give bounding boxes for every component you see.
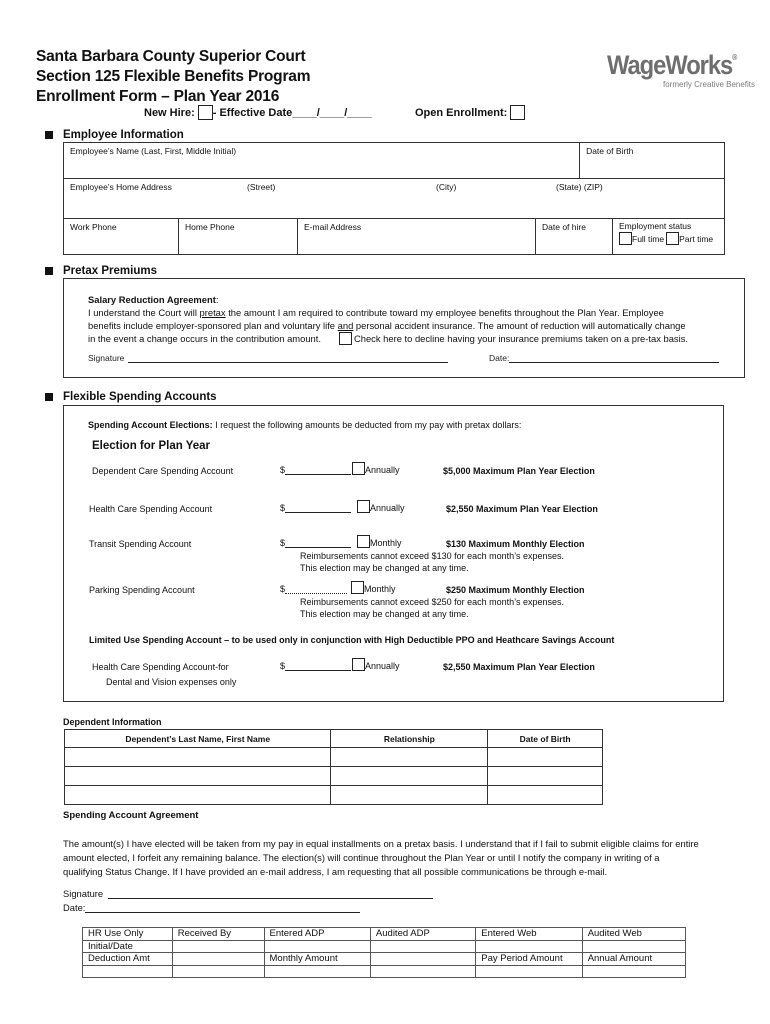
- pay-period-amount-label: Pay Period Amount: [476, 953, 582, 966]
- agreement-date-line[interactable]: [85, 903, 360, 913]
- monthly-blank-cell[interactable]: [370, 953, 475, 966]
- hr-blank-cell[interactable]: [370, 965, 475, 978]
- health-care-amount-input[interactable]: [285, 503, 351, 513]
- limited-use-max: $2,550 Maximum Plan Year Election: [443, 662, 595, 672]
- spending-elections-text: Spending Account Elections: I request the following amounts be deducted from my pay with pretax dollars:: [88, 420, 522, 430]
- dependent-care-annually-checkbox[interactable]: [352, 462, 365, 475]
- parking-amount-input[interactable]: [285, 584, 347, 594]
- hr-use-only-table: [82, 927, 686, 978]
- parking-monthly-checkbox[interactable]: [351, 581, 364, 594]
- parking-note-2: This election may be changed at any time.: [300, 609, 469, 619]
- open-enrollment-checkbox[interactable]: [510, 105, 525, 120]
- received-by-initial-cell[interactable]: [172, 940, 264, 953]
- agreement-line-2: benefits include employer-sponsored plan and voluntary life and personal accident insurance. The amount of reduction will automatically change: [88, 320, 686, 331]
- home-address-field[interactable]: Employee’s Home Address (Street) (City) (State) (ZIP): [64, 179, 725, 219]
- transit-note-1: Reimbursements cannot exceed $130 for each month’s expenses.: [300, 551, 564, 561]
- audited-web-initial-cell[interactable]: [582, 940, 685, 953]
- relationship-cell[interactable]: [331, 748, 488, 767]
- new-hire-label: New Hire:: [144, 106, 195, 119]
- bullet-square-icon: [45, 393, 53, 401]
- annual-amount-value-cell[interactable]: [582, 965, 685, 978]
- parking-amount-row: $ Monthly: [280, 581, 396, 594]
- dependent-table: [64, 729, 603, 805]
- health-care-amount-row: $ Annually: [280, 500, 405, 513]
- dependent-care-amount-row: $ Annually: [280, 462, 400, 475]
- dependent-name-cell[interactable]: [65, 786, 331, 805]
- dependent-name-header: Dependent’s Last Name, First Name: [65, 730, 331, 748]
- transit-amount-input[interactable]: [285, 538, 351, 548]
- full-time-checkbox[interactable]: [619, 232, 632, 245]
- limited-use-label-1: Health Care Spending Account-for: [92, 662, 229, 672]
- monthly-amount-label: Monthly Amount: [264, 953, 370, 966]
- form-title-court: Santa Barbara County Superior Court: [36, 48, 306, 65]
- pretax-signature-row: Signature: [88, 353, 448, 363]
- deduction-amt-label: Deduction Amt: [83, 953, 173, 966]
- date-of-birth-field[interactable]: Date of Birth: [580, 143, 725, 179]
- parking-label: Parking Spending Account: [89, 585, 195, 595]
- limited-use-amount-input[interactable]: [285, 661, 351, 671]
- agreement-line-3: in the event a change occurs in the contribution amount. Check here to decline having your insurance premiums taken on a pre-tax basis.: [88, 333, 688, 344]
- decline-pretax-checkbox[interactable]: [339, 332, 352, 345]
- effective-date-label[interactable]: - Effective Date____/____/____: [212, 106, 372, 119]
- salary-reduction-box: [63, 278, 745, 378]
- employee-name-field[interactable]: Employee’s Name (Last, First, Middle Initial): [64, 143, 580, 179]
- agreement-text-line-2: amount elected, I forfeit any remaining balance. The election(s) will continue throughout the Plan Year or until I notify the company in writing of a: [63, 852, 660, 863]
- employment-status-field: Employment status Full time Part time: [613, 219, 725, 255]
- hr-use-only-label: HR Use Only: [83, 928, 173, 941]
- new-hire-row: [144, 105, 372, 120]
- relationship-header: Relationship: [331, 730, 488, 748]
- agreement-date-row: Date:: [63, 902, 360, 913]
- registered-mark: ®: [732, 53, 738, 62]
- table-row: [65, 786, 603, 805]
- dependent-name-cell[interactable]: [65, 767, 331, 786]
- entered-adp-initial-cell[interactable]: [264, 940, 370, 953]
- date-of-hire-field[interactable]: Date of hire: [536, 219, 613, 255]
- limited-use-annually-checkbox[interactable]: [352, 658, 365, 671]
- parking-note-1: Reimbursements cannot exceed $250 for each month’s expenses.: [300, 597, 564, 607]
- spending-agreement-heading: Spending Account Agreement: [63, 810, 199, 821]
- parking-max: $250 Maximum Monthly Election: [446, 585, 585, 595]
- pretax-signature-line[interactable]: [128, 353, 448, 363]
- health-care-label: Health Care Spending Account: [89, 504, 213, 514]
- hr-blank-cell[interactable]: [172, 965, 264, 978]
- relationship-cell[interactable]: [331, 767, 488, 786]
- health-care-max: $2,550 Maximum Plan Year Election: [446, 504, 598, 514]
- fsa-box: [63, 405, 724, 702]
- agreement-signature-line[interactable]: [108, 889, 433, 899]
- open-enrollment-label: Open Enrollment:: [415, 106, 508, 119]
- bullet-square-icon: [45, 131, 53, 139]
- deduction-blank-cell[interactable]: [172, 953, 264, 966]
- transit-max: $130 Maximum Monthly Election: [446, 539, 585, 549]
- dependent-name-cell[interactable]: [65, 748, 331, 767]
- health-care-annually-checkbox[interactable]: [357, 500, 370, 513]
- monthly-amount-value-cell[interactable]: [264, 965, 370, 978]
- logo-wordmark: WageWorks: [607, 50, 733, 80]
- audited-adp-initial-cell[interactable]: [370, 940, 475, 953]
- relationship-cell[interactable]: [331, 786, 488, 805]
- audited-adp-header: Audited ADP: [370, 928, 475, 941]
- dob-cell[interactable]: [488, 767, 603, 786]
- limited-use-label-2: Dental and Vision expenses only: [106, 677, 237, 687]
- dependent-care-max: $5,000 Maximum Plan Year Election: [443, 466, 595, 476]
- hr-blank-cell[interactable]: [83, 965, 173, 978]
- initial-date-label: Initial/Date: [83, 940, 173, 953]
- entered-adp-header: Entered ADP: [264, 928, 370, 941]
- dob-header: Date of Birth: [488, 730, 603, 748]
- salary-reduction-title: Salary Reduction Agreement:: [88, 294, 219, 305]
- employee-info-heading: Employee Information: [45, 129, 184, 141]
- limited-use-heading: Limited Use Spending Account – to be used only in conjunction with High Deductible PPO and Heathcare Savings Account: [89, 635, 615, 645]
- email-address-field[interactable]: E-mail Address: [298, 219, 536, 255]
- pretax-premiums-heading: Pretax Premiums: [45, 265, 157, 277]
- transit-amount-row: $ Monthly: [280, 535, 402, 548]
- logo-tagline: formerly Creative Benefits: [663, 80, 756, 89]
- pay-period-amount-value-cell[interactable]: [476, 965, 582, 978]
- agreement-text-line-1: The amount(s) I have elected will be taken from my pay in equal installments on a pretax basis. I understand that if I fail to submit eligible claims for entire: [63, 838, 699, 849]
- employee-info-table: [63, 142, 725, 255]
- dependent-info-heading: Dependent Information: [63, 717, 162, 727]
- annual-amount-label: Annual Amount: [582, 953, 685, 966]
- transit-monthly-checkbox[interactable]: [357, 535, 370, 548]
- agreement-text-line-3: qualifying Status Change. If I have provided an e-mail address, I am requesting that all possible communications be through e-mail.: [63, 866, 608, 877]
- table-row: [65, 767, 603, 786]
- transit-note-2: This election may be changed at any time.: [300, 563, 469, 573]
- received-by-header: Received By: [172, 928, 264, 941]
- dependent-care-amount-input[interactable]: [285, 465, 351, 475]
- new-hire-checkbox[interactable]: [198, 105, 213, 120]
- work-phone-field[interactable]: Work Phone: [64, 219, 179, 255]
- pretax-date-line[interactable]: [509, 353, 719, 363]
- dependent-care-label: Dependent Care Spending Account: [92, 466, 234, 476]
- home-phone-field[interactable]: Home Phone: [179, 219, 298, 255]
- dob-cell[interactable]: [488, 748, 603, 767]
- entered-web-initial-cell[interactable]: [476, 940, 582, 953]
- part-time-checkbox[interactable]: [666, 232, 679, 245]
- form-title-enrollment: Enrollment Form – Plan Year 2016: [36, 88, 280, 105]
- open-enrollment-row: [415, 105, 525, 120]
- wageworks-logo: [607, 50, 737, 81]
- agreement-signature-row: Signature: [63, 888, 433, 899]
- form-title-program: Section 125 Flexible Benefits Program: [36, 68, 311, 85]
- table-row: [65, 748, 603, 767]
- limited-use-amount-row: $ Annually: [280, 658, 400, 671]
- fsa-heading: Flexible Spending Accounts: [45, 391, 217, 403]
- dob-cell[interactable]: [488, 786, 603, 805]
- election-plan-year-heading: Election for Plan Year: [92, 440, 211, 452]
- transit-label: Transit Spending Account: [89, 539, 192, 549]
- audited-web-header: Audited Web: [582, 928, 685, 941]
- entered-web-header: Entered Web: [476, 928, 582, 941]
- bullet-square-icon: [45, 267, 53, 275]
- pretax-date-row: Date:: [489, 353, 719, 363]
- agreement-line-1: I understand the Court will pretax the amount I am required to contribute toward my employee benefits throughout the Plan Year. Employee: [88, 307, 664, 318]
